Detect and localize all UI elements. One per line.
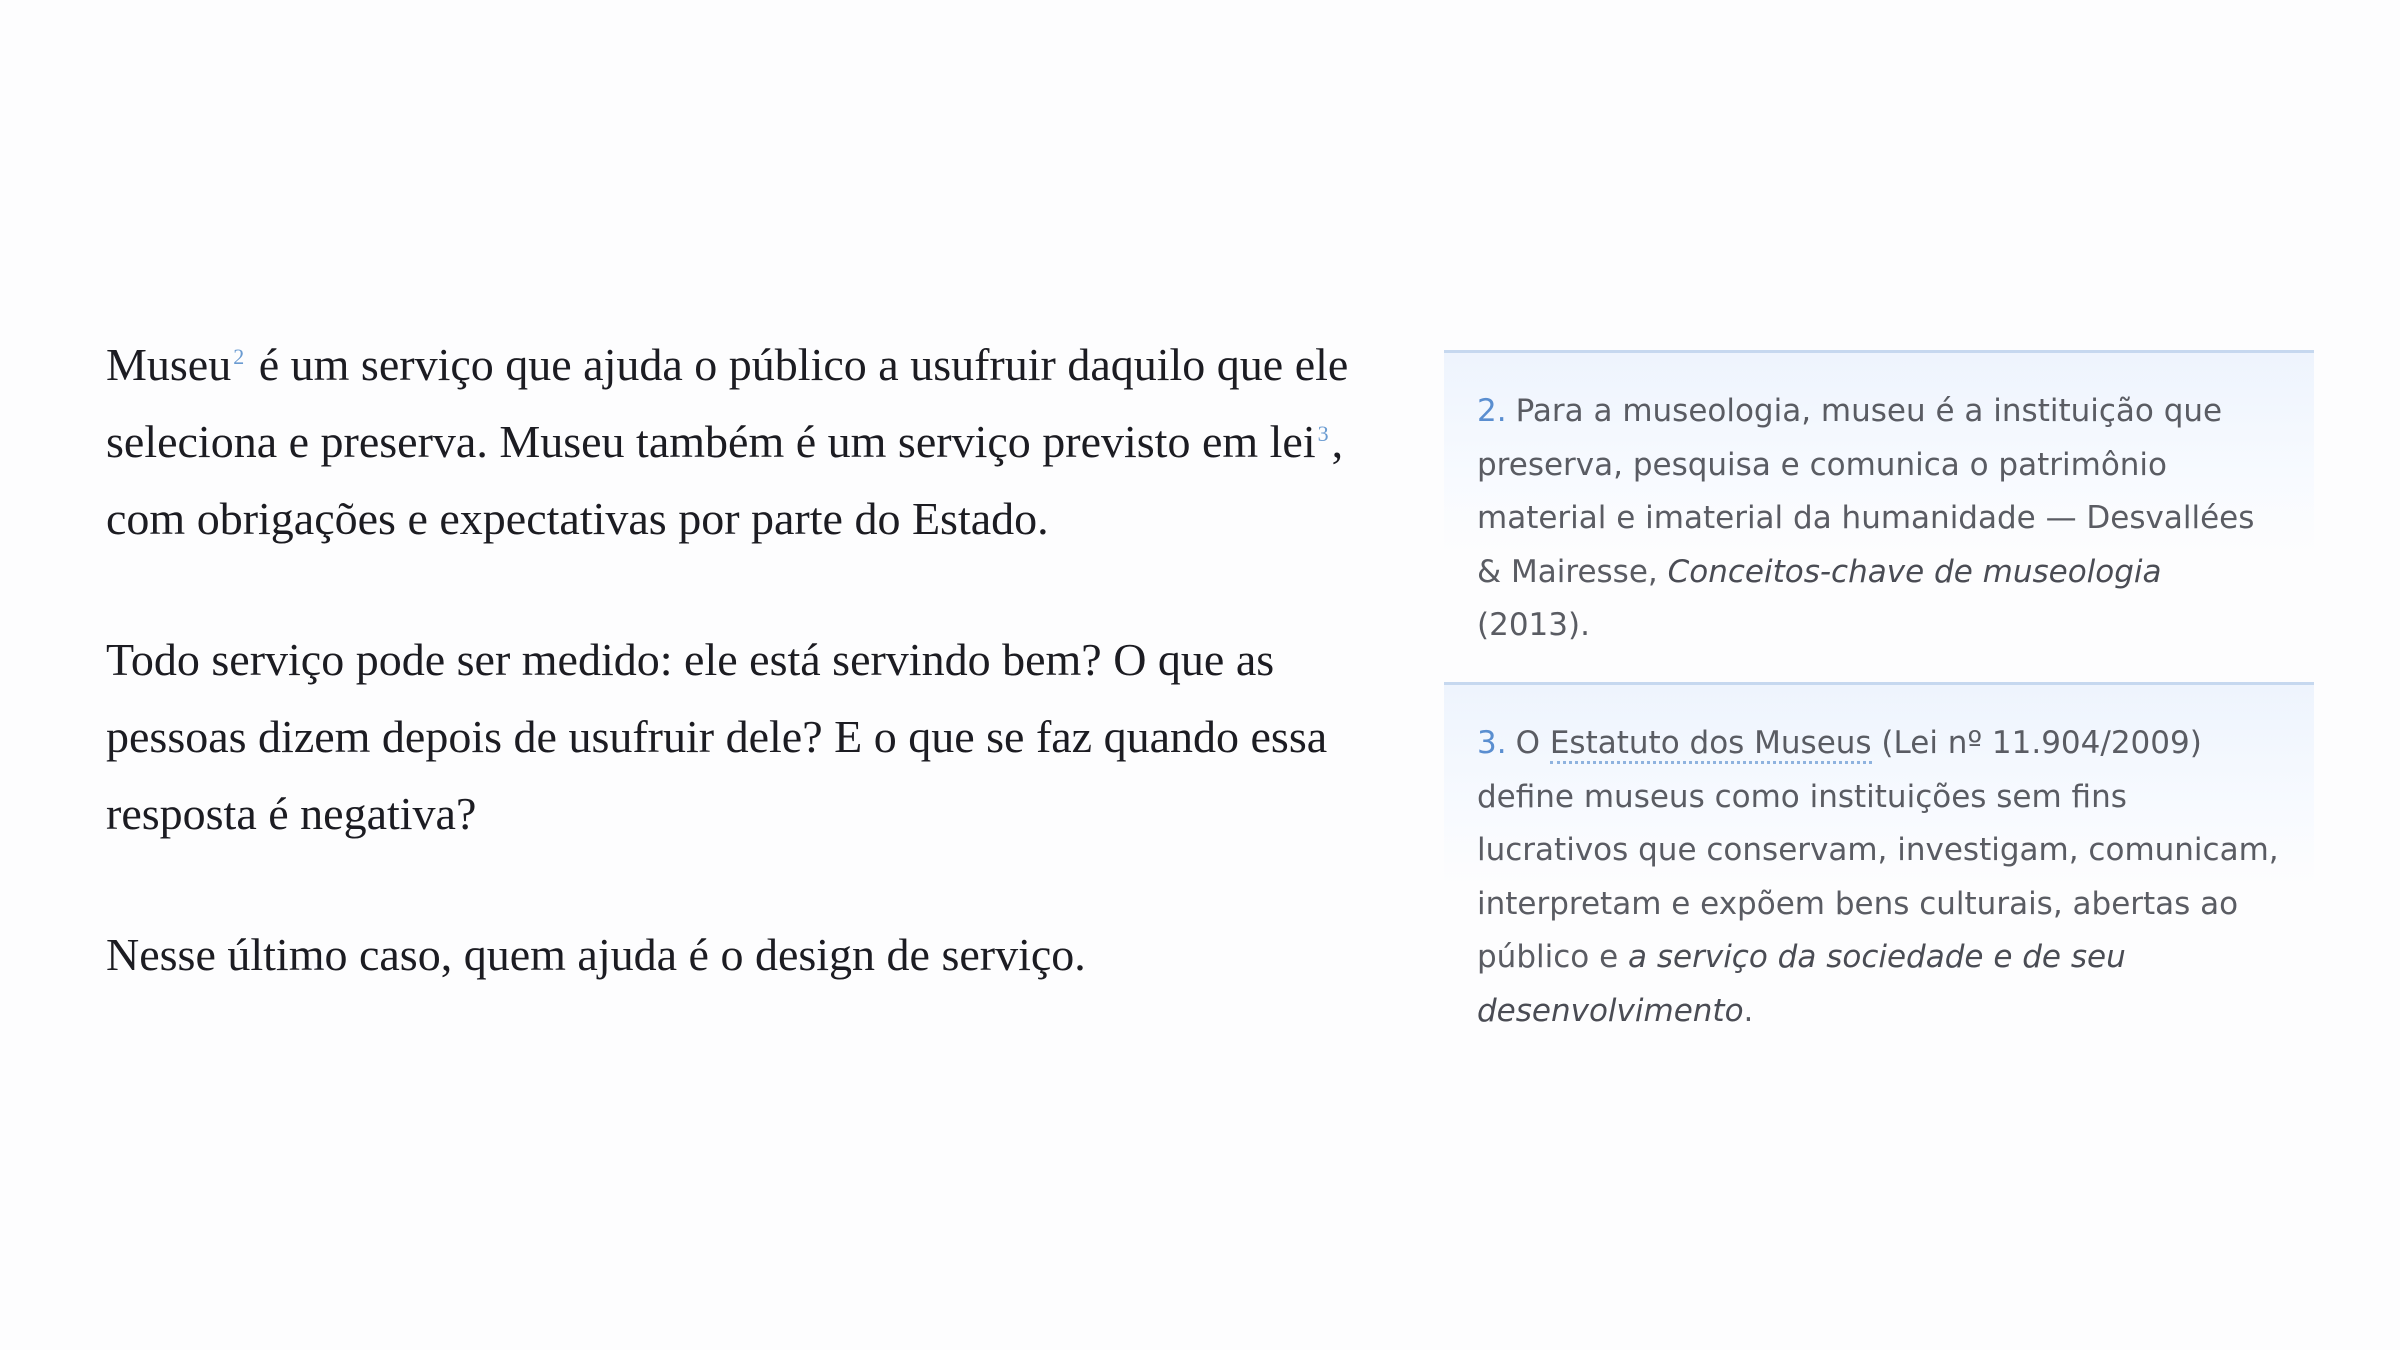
sidenote-number: 3. — [1477, 725, 1507, 761]
sidenote-text: Para a museologia, museu é a instituição que preserva, pesquisa e comunica o patrimônio material e imaterial da humanidade — Desvallées & Mairesse, — [1477, 393, 2255, 590]
article-body — [106, 326, 1406, 993]
paragraph-text: Museu — [106, 339, 232, 390]
sidenote-text: . — [1743, 992, 1754, 1029]
paragraph-service-design: Nesse último caso, quem ajuda é o design de serviço. — [106, 929, 1086, 980]
footnote-ref-2[interactable]: 2 — [233, 343, 245, 369]
sidenote-text: (2013). — [1477, 607, 1590, 643]
sidenote-text: O — [1515, 725, 1550, 761]
paragraph-text: , com obrigações e expectativas por parte do Estado. — [106, 416, 1344, 544]
footnote-ref-3[interactable]: 3 — [1317, 420, 1329, 446]
sidenote-text: (Lei nº 11.904/2009) define museus como instituições sem fins lucrativos que conservam, investigam, comunicam, interpretam e expõem bens culturais, abertas ao público e — [1477, 725, 2279, 975]
paragraph-text: é um serviço que ajuda o público a usufruir daquilo que ele seleciona e preserva. Museu também é um serviço previsto em lei — [106, 339, 1349, 467]
sidenote-3 — [1444, 682, 2314, 1068]
paragraph-museum-definition — [106, 326, 1406, 557]
paragraph-service-measurement: Todo serviço pode ser medido: ele está servindo bem? O que as pessoas dizem depois de usufruir dele? E o que se faz quando essa resposta é negativa? — [106, 634, 1328, 839]
sidenote-2 — [1444, 350, 2314, 683]
estatuto-dos-museus-link[interactable]: Estatuto dos Museus — [1550, 725, 1872, 764]
book-title: Conceitos-chave de museologia — [1667, 553, 2162, 590]
sidenote-emphasis: a serviço da sociedade e de seu desenvolvimento — [1477, 939, 2126, 1029]
sidenote-number: 2. — [1477, 393, 1507, 429]
